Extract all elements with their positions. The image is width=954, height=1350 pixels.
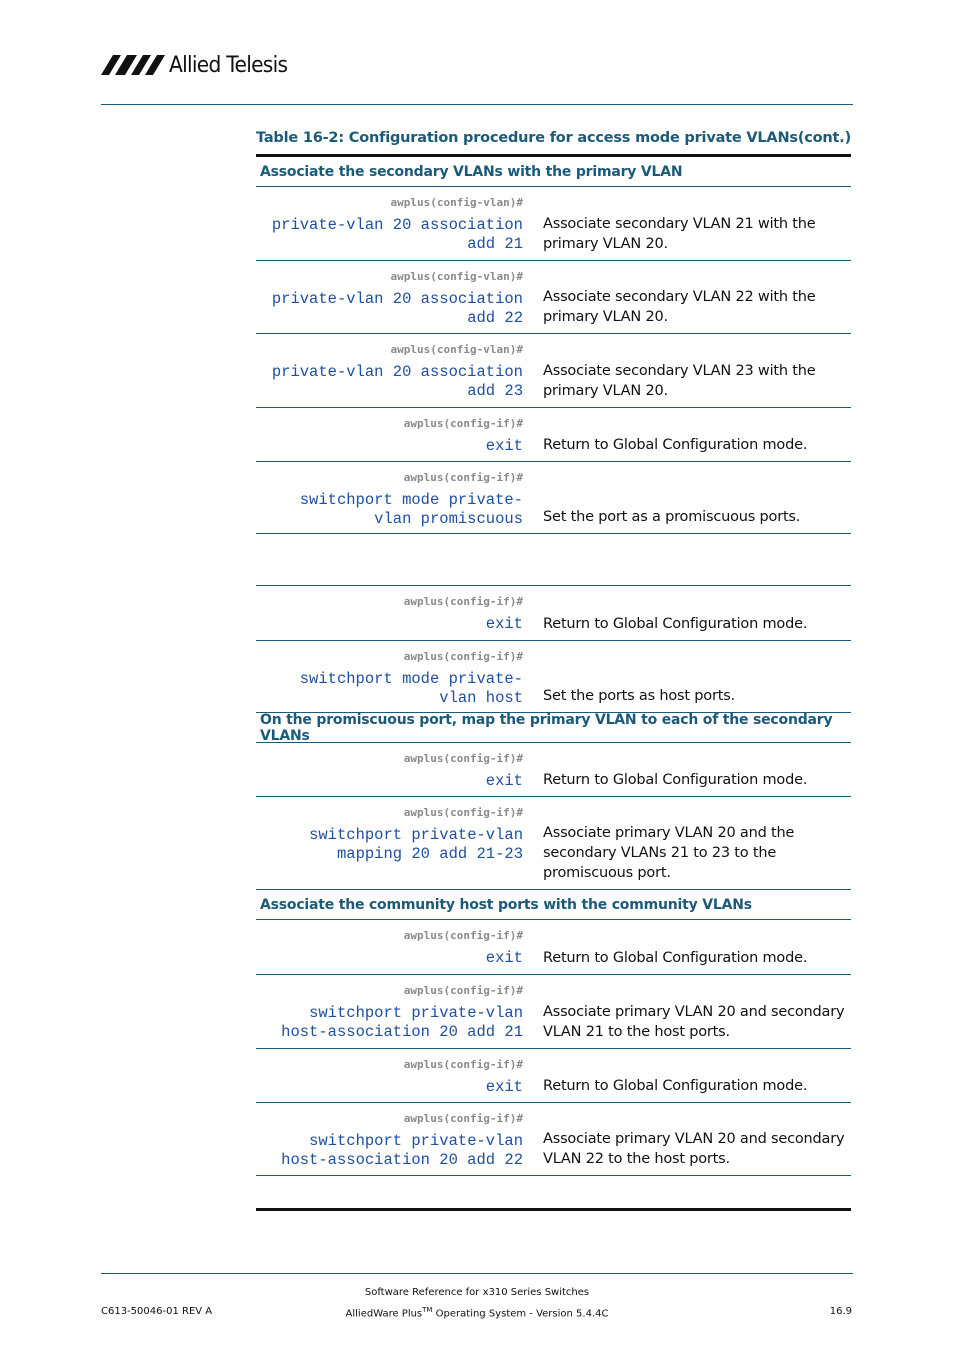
command-cell — [256, 187, 528, 260]
cli-prompt: awplus(config-if)# — [403, 471, 523, 484]
table-row — [256, 641, 851, 713]
cli-command: exit — [485, 1078, 523, 1096]
footer-page-number: 16.9 — [829, 1306, 852, 1317]
cli-prompt: awplus(config-if)# — [403, 929, 523, 942]
header-rule — [101, 104, 853, 105]
description-cell: Return to Global Configuration mode. — [543, 437, 808, 453]
cli-prompt: awplus(config-if)# — [403, 595, 523, 608]
table-row — [256, 1103, 851, 1176]
footer-rule — [101, 1273, 853, 1274]
table-end-rule — [256, 1208, 851, 1211]
table-caption: Table 16-2: Configuration procedure for access mode private VLANs(cont.) — [256, 130, 851, 146]
configuration-table — [256, 154, 851, 1176]
cli-command: private-vlan 20 association add 22 — [271, 290, 523, 327]
description-cell: Set the port as a promiscuous ports. — [543, 509, 801, 525]
cli-command: switchport mode private- vlan host — [299, 670, 523, 707]
logo-text: Allied Telesis — [169, 52, 288, 78]
description-cell: Return to Global Configuration mode. — [543, 616, 808, 632]
table-row — [256, 975, 851, 1049]
section-header: Associate the community host ports with the community VLANs — [256, 890, 851, 920]
command-cell — [256, 641, 528, 712]
cli-prompt: awplus(config-vlan)# — [390, 196, 523, 209]
footer-os-version: AlliedWare Plus™ Operating System - Version 5.4.4C — [345, 1306, 609, 1320]
description-cell: Associate secondary VLAN 23 with the primary VLAN 20. — [543, 363, 816, 399]
table-row — [256, 187, 851, 261]
cli-command: exit — [485, 615, 523, 633]
allied-telesis-logo — [101, 50, 298, 80]
description-cell: Return to Global Configuration mode. — [543, 772, 808, 788]
cli-command: switchport private-vlan mapping 20 add 21-23 — [309, 826, 523, 863]
empty-row — [256, 534, 851, 586]
cli-command: private-vlan 20 association add 21 — [271, 216, 523, 253]
footer-title: Software Reference for x310 Series Switches — [364, 1287, 590, 1298]
command-cell — [256, 462, 528, 533]
cli-prompt: awplus(config-if)# — [403, 650, 523, 663]
logo-mark-icon — [101, 55, 165, 75]
command-cell — [256, 920, 528, 974]
cli-prompt: awplus(config-if)# — [403, 752, 523, 765]
cli-prompt: awplus(config-if)# — [403, 1058, 523, 1071]
table-row — [256, 920, 851, 975]
description-cell: Associate primary VLAN 20 and secondary VLAN 22 to the host ports. — [543, 1131, 845, 1167]
command-cell — [256, 334, 528, 407]
description-cell: Associate primary VLAN 20 and secondary VLAN 21 to the host ports. — [543, 1004, 845, 1040]
cli-command: switchport private-vlan host-association 20 add 22 — [281, 1132, 523, 1169]
cli-command: private-vlan 20 association add 23 — [271, 363, 523, 400]
table-row — [256, 1049, 851, 1103]
cli-prompt: awplus(config-vlan)# — [390, 270, 523, 283]
footer-doc-id: C613-50046-01 REV A — [101, 1306, 213, 1317]
command-cell — [256, 975, 528, 1048]
command-cell — [256, 586, 528, 640]
cli-prompt: awplus(config-if)# — [403, 806, 523, 819]
cli-command: exit — [485, 949, 523, 967]
command-cell — [256, 797, 528, 889]
cli-prompt: awplus(config-vlan)# — [390, 343, 523, 356]
description-cell: Return to Global Configuration mode. — [543, 950, 808, 966]
table-row — [256, 334, 851, 408]
command-cell — [256, 261, 528, 333]
description-cell: Return to Global Configuration mode. — [543, 1078, 808, 1094]
cli-prompt: awplus(config-if)# — [403, 984, 523, 997]
section-header: On the promiscuous port, map the primary VLAN to each of the secondary VLANs — [256, 713, 851, 743]
table-row — [256, 261, 851, 334]
table-row — [256, 586, 851, 641]
table-row — [256, 743, 851, 797]
command-cell — [256, 1103, 528, 1175]
cli-command: switchport mode private- vlan promiscuous — [299, 491, 523, 528]
cli-prompt: awplus(config-if)# — [403, 1112, 523, 1125]
cli-command: exit — [485, 772, 523, 790]
description-cell: Associate secondary VLAN 22 with the primary VLAN 20. — [543, 289, 816, 325]
cli-prompt: awplus(config-if)# — [403, 417, 523, 430]
table-row — [256, 797, 851, 890]
description-cell: Associate secondary VLAN 21 with the primary VLAN 20. — [543, 216, 816, 252]
cli-command: exit — [485, 437, 523, 455]
command-cell — [256, 1049, 528, 1102]
table-row — [256, 462, 851, 534]
description-cell: Associate primary VLAN 20 and the secondary VLANs 21 to 23 to the promiscuous port. — [543, 825, 795, 881]
command-cell — [256, 743, 528, 796]
section-header: Associate the secondary VLANs with the primary VLAN — [256, 157, 851, 187]
command-cell — [256, 408, 528, 461]
description-cell: Set the ports as host ports. — [543, 688, 735, 704]
table-row — [256, 408, 851, 462]
cli-command: switchport private-vlan host-association 20 add 21 — [281, 1004, 523, 1041]
